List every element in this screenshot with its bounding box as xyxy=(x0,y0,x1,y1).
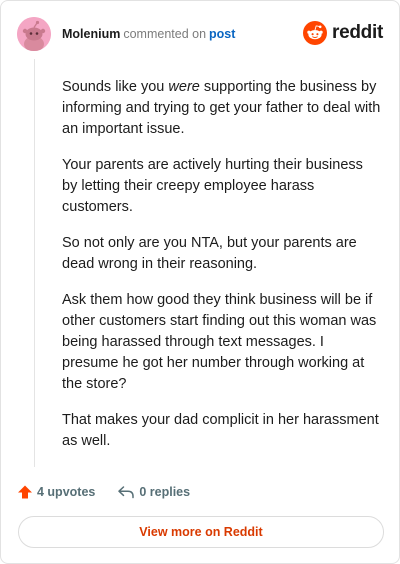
reddit-wordmark: reddit xyxy=(332,22,383,43)
username-link[interactable]: Molenium xyxy=(62,27,121,41)
reddit-logo-icon xyxy=(303,21,327,45)
reply-arrow-icon xyxy=(117,484,135,500)
comment-body xyxy=(62,77,382,467)
comment-paragraph: Ask them how good they think business will be if other customers start finding out this woman was being harassed through text messages. I presume he got her number through working at the store? xyxy=(62,292,377,392)
comment-meta xyxy=(62,27,235,41)
comment-paragraph: That makes your dad complicit in her harassment as well. xyxy=(62,412,379,449)
thread-line xyxy=(34,59,35,467)
comment-paragraph: So not only are you NTA, but your parents are dead wrong in their reasoning. xyxy=(62,235,357,272)
comment-paragraph: Sounds like you were supporting the business by informing and trying to get your father to deal with an important issue. xyxy=(62,79,381,137)
comment-footer xyxy=(17,482,190,502)
comment-action-text: commented on xyxy=(123,27,207,41)
post-link[interactable]: post xyxy=(209,27,236,41)
comment-header xyxy=(17,17,383,53)
view-more-button[interactable]: View more on Reddit xyxy=(18,516,384,548)
emphasis-text: were xyxy=(168,79,200,95)
replies-stat[interactable] xyxy=(117,484,190,500)
comment-paragraph: Your parents are actively hurting their business by letting their creepy employee harass customers. xyxy=(62,157,363,215)
upvotes-stat[interactable] xyxy=(17,484,95,500)
upvotes-count: 4 upvotes xyxy=(37,485,96,499)
upvote-arrow-icon xyxy=(17,484,33,500)
replies-count: 0 replies xyxy=(139,485,191,499)
reddit-brand[interactable] xyxy=(303,20,383,46)
snoo-avatar-icon[interactable] xyxy=(17,17,51,51)
